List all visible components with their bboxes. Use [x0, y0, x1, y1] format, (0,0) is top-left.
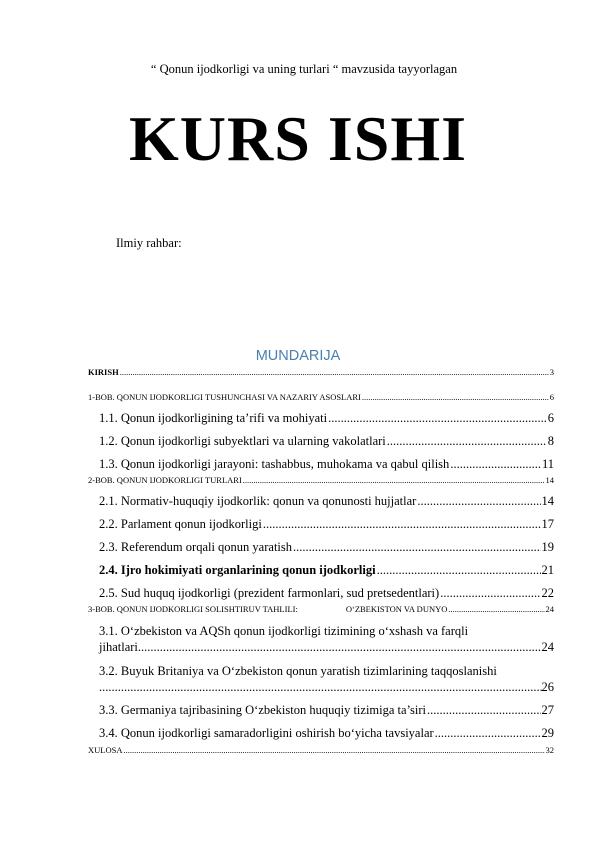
- toc-page-number: 32: [545, 745, 554, 755]
- toc-entry-label: 3.1. O‘zbekiston va AQSh qonun ijodkorligi tizimining o‘xshash va farqli: [99, 624, 469, 638]
- toc-entry-2-1[interactable]: [88, 494, 554, 509]
- toc-entry-label-2: O‘ZBEKISTON VA DUNYO: [345, 604, 448, 614]
- leader-dots: [435, 726, 541, 741]
- toc-page-number: 24: [545, 604, 554, 614]
- toc-entry-label: XULOSA: [88, 745, 123, 755]
- leader-dots: [440, 586, 540, 601]
- toc-entry-3-2[interactable]: [88, 663, 554, 695]
- leader-dots: [243, 475, 545, 486]
- toc-entry-3-1[interactable]: [88, 623, 554, 655]
- leader-dots: [263, 517, 541, 532]
- toc-entry-label: 2.4. Ijro hokimiyati organlarining qonun ijodkorligi: [99, 563, 376, 577]
- toc-page-number: 29: [541, 726, 554, 740]
- toc-entry-2-4[interactable]: [88, 563, 554, 578]
- toc-entry-label: 1.1. Qonun ijodkorligining ta’rifi va mohiyati: [99, 411, 328, 425]
- toc-entry-1-2[interactable]: [88, 434, 554, 449]
- toc-heading: MUNDARIJA: [255, 348, 341, 364]
- toc-entry-label: 2.3. Referendum orqali qonun yaratish: [99, 540, 293, 554]
- toc-page-number: 22: [541, 586, 554, 600]
- leader-dots: [123, 745, 544, 756]
- leader-dots: [377, 563, 541, 578]
- toc-entry-intro[interactable]: [88, 367, 554, 378]
- toc-page-number: 6: [549, 392, 554, 402]
- toc-entry-1-1[interactable]: [88, 411, 554, 426]
- toc-page-number: 14: [545, 475, 554, 485]
- toc-page-number: 24: [541, 640, 554, 654]
- toc-page-number: 14: [541, 494, 554, 508]
- toc-entry-label: 2.2. Parlament qonun ijodkorligi: [99, 517, 262, 531]
- toc-page-number: 3: [549, 367, 554, 377]
- leader-dots: [99, 679, 542, 695]
- toc-entry-label: 1-BOB. QONUN IJODKORLIGI TUSHUNCHASI VA NAZARIY ASOSLARI: [88, 392, 361, 402]
- toc-entry-label: 2.1. Normativ-huquqiy ijodkorlik: qonun va qonunosti hujjatlar: [99, 494, 417, 508]
- toc-entry-2-5[interactable]: [88, 586, 554, 601]
- leader-dots: [417, 494, 540, 509]
- toc-entry-label: 3.3. Germaniya tajribasining O‘zbekiston huquqiy tizimiga ta’siri: [99, 703, 427, 717]
- leader-dots: [362, 392, 549, 403]
- leader-dots: [448, 604, 544, 615]
- leader-dots: [328, 411, 547, 426]
- document-title: KURS ISHI: [129, 103, 467, 174]
- toc-entry-line2: [99, 679, 554, 695]
- toc-entry-3-4[interactable]: [88, 726, 554, 741]
- leader-dots: [120, 367, 549, 378]
- leader-dots: [450, 457, 541, 472]
- toc-entry-1-3[interactable]: [88, 457, 554, 472]
- toc-page-number: 11: [541, 457, 554, 471]
- leader-dots: [387, 434, 547, 449]
- toc-page-number: 8: [547, 434, 554, 448]
- toc-entry-label-2: jihatlari: [99, 640, 138, 654]
- toc-entry-chapter-3[interactable]: [88, 604, 554, 615]
- toc-entry-label: 2-BOB. QONUN IJODKORLIGI TURLARI: [88, 475, 242, 485]
- toc-entry-2-2[interactable]: [88, 517, 554, 532]
- toc-entry-2-3[interactable]: [88, 540, 554, 555]
- toc-entry-chapter-2[interactable]: [88, 475, 554, 486]
- toc-entry-label: 2.5. Sud huquq ijodkorligi (prezident farmonlari, sud pretsedentlari): [99, 586, 440, 600]
- toc-entry-label: KIRISH: [88, 367, 119, 377]
- toc-entry-conclusion[interactable]: [88, 745, 554, 756]
- toc-entry-label: 3.2. Buyuk Britaniya va O‘zbekiston qonun yaratish tizimlarining taqqoslanishi: [99, 664, 497, 678]
- advisor-label: Ilmiy rahbar:: [116, 236, 182, 250]
- table-of-contents: [88, 367, 554, 756]
- topic-line: “ Qonun ijodkorligi va uning turlari “ mavzusida tayyorlagan: [150, 62, 458, 76]
- toc-entry-label: 3.4. Qonun ijodkorligi samaradorligini oshirish bo‘yicha tavsiyalar: [99, 726, 434, 740]
- toc-entry-label: 1.2. Qonun ijodkorligi subyektlari va ularning vakolatlari: [99, 434, 386, 448]
- toc-page-number: 21: [541, 563, 554, 577]
- leader-dots: [427, 703, 540, 718]
- leader-dots: [293, 540, 540, 555]
- toc-page-number: 27: [541, 703, 554, 717]
- toc-page-number: 6: [547, 411, 554, 425]
- toc-page-number: 26: [541, 680, 554, 694]
- toc-entry-label: 1.3. Qonun ijodkorligi jarayoni: tashabbus, muhokama va qabul qilish: [99, 457, 450, 471]
- toc-page-number: 17: [541, 517, 554, 531]
- toc-entry-line2: [99, 639, 554, 655]
- toc-entry-label: 3-BOB. QONUN IJODKORLIGI SOLISHTIRUV TAHLILI:: [88, 604, 298, 614]
- toc-page-number: 19: [541, 540, 554, 554]
- leader-dots: [138, 639, 542, 655]
- toc-entry-3-3[interactable]: [88, 703, 554, 718]
- toc-entry-chapter-1[interactable]: [88, 392, 554, 403]
